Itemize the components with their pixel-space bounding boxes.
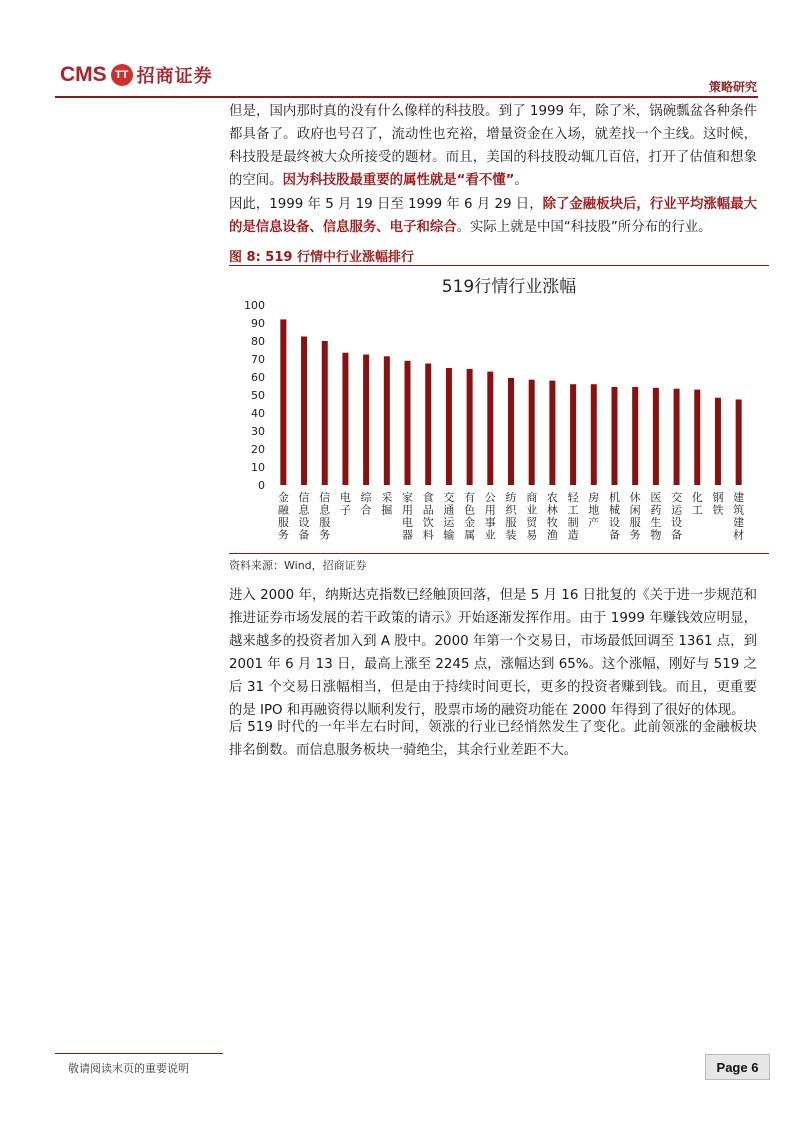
x-axis-labels [278, 490, 744, 542]
header-divider [55, 96, 758, 98]
x-tick-label: 建筑建材 [733, 491, 745, 542]
x-tick-label: 交通运输 [443, 491, 455, 542]
x-tick-label: 信息服务 [319, 491, 331, 542]
x-tick-label: 房地产 [588, 491, 600, 529]
y-tick-label: 80 [251, 335, 265, 348]
x-tick-label: 金融服务 [277, 491, 289, 542]
logo-cms-text: CMS [60, 63, 107, 86]
figure-top-rule [229, 265, 769, 266]
x-tick-label: 采掘 [381, 491, 393, 517]
y-axis [244, 299, 265, 492]
y-tick-label: 20 [251, 443, 265, 456]
y-tick-label: 40 [251, 407, 265, 420]
y-tick-label: 50 [251, 389, 265, 402]
y-tick-label: 10 [251, 461, 265, 474]
bar [363, 355, 369, 486]
x-tick-label: 公用事业 [484, 491, 496, 542]
bar [342, 353, 348, 485]
bar [611, 387, 617, 485]
bar [280, 319, 286, 485]
bar [487, 372, 493, 485]
bar [570, 384, 576, 485]
bar [529, 380, 535, 485]
x-tick-label: 钢铁 [712, 491, 724, 517]
bar-series [280, 319, 741, 485]
bar [384, 356, 390, 485]
paragraph-2 [229, 193, 757, 239]
company-logo [60, 58, 213, 92]
logo-chinese-name: 招商证券 [136, 66, 213, 87]
section-label: 策略研究 [708, 80, 757, 94]
x-tick-label: 农林牧渔 [546, 491, 558, 542]
x-tick-label: 交运设备 [671, 491, 683, 542]
paragraph-1-text: 但是，国内那时真的没有什么像样的科技股。到了 1999 年，除了米，锅碗瓢盆各种条件都具备了。政府也号召了，流动性也充裕，增量资金在入场，就差找一个主线。这时候，科技股是最终被大众所接受的题材。而且，美国的科技股动辄几百倍，打开了估值和想象的空间。 [229, 104, 757, 188]
chart-title: 519行情行业涨幅 [441, 277, 577, 297]
paragraph-2-text: 因此，1999 年 5 月 19 日至 1999 年 6 月 29 日， [229, 197, 543, 212]
x-tick-label: 有色金属 [464, 491, 476, 542]
paragraph-4: 后 519 时代的一年半左右时间，领涨的行业已经悄然发生了变化。此前领涨的金融板块排名倒数。而信息服务板块一骑绝尘，其余行业差距不大。 [229, 720, 757, 758]
paragraph-1-end: 。 [514, 173, 528, 188]
bar [446, 368, 452, 485]
y-tick-label: 90 [251, 317, 265, 330]
bar [736, 400, 742, 486]
bar [467, 369, 473, 485]
x-tick-label: 休闲服务 [629, 491, 641, 542]
bar [508, 378, 514, 485]
x-tick-label: 家用电器 [402, 491, 414, 542]
figure-source: 资料来源：Wind，招商证券 [229, 559, 367, 572]
x-tick-label: 食品饮料 [422, 491, 434, 542]
logo-emblem-icon: TT [111, 64, 133, 86]
x-tick-label: 综合 [360, 491, 372, 517]
x-tick-label: 机械设备 [608, 491, 620, 542]
x-tick-label: 电子 [339, 491, 351, 517]
footer-divider [55, 1053, 223, 1054]
bar [405, 361, 411, 485]
page-number: Page 6 [705, 1054, 770, 1080]
bar [632, 387, 638, 485]
paragraph-2-end: 。实际上就是中国“科技股”所分布的行业。 [456, 220, 712, 235]
paragraph-1-highlight: 因为科技股最重要的属性就是“看不懂” [282, 173, 515, 188]
bar [591, 384, 597, 485]
x-tick-label: 纺织服装 [505, 491, 517, 542]
x-tick-label: 信息设备 [298, 491, 310, 542]
paragraph-2-highlight: 除了金融板块后，行业平均涨幅最大的是信息设备、信息服务、电子和综合 [229, 197, 757, 235]
bar [674, 389, 680, 485]
bar [322, 341, 328, 485]
x-tick-label: 轻工制造 [567, 491, 579, 542]
y-tick-label: 30 [251, 425, 265, 438]
paragraph-1 [229, 100, 757, 192]
y-tick-label: 60 [251, 371, 265, 384]
bar [301, 337, 307, 486]
y-tick-label: 70 [251, 353, 265, 366]
x-tick-label: 化工 [691, 491, 703, 517]
bar [549, 381, 555, 485]
figure-bottom-rule [229, 553, 769, 554]
y-tick-label: 100 [244, 299, 265, 312]
y-tick-label: 0 [258, 479, 265, 492]
paragraph-3: 进入 2000 年，纳斯达克指数已经触顶回落，但是 5 月 16 日批复的《关于进一步规范和推进证券市场发展的若干政策的请示》开始逐渐发挥作用。由于 1999 年赚钱效应明显，越来越多的投资者加入到 A 股中。2000 年第一个交易日，市场最低回调至 1361 点，到 2001 年 6 月 13 日，最高上涨至 2245 点，涨幅达到 65%。这个涨幅，刚好与 519 之后 31 个交易日涨幅相当，但是由于持续时间更长，更多的投资者赚到钱。而且，更重要的是 IPO 和再融资得以顺利发行，股票市场的融资功能在 2000 年得到了很好的体现。 [229, 588, 757, 718]
x-tick-label: 商业贸易 [526, 491, 538, 542]
x-tick-label: 医药生物 [650, 491, 662, 542]
figure-title: 图 8: 519 行情中行业涨幅排行 [229, 250, 414, 265]
bar [715, 398, 721, 485]
bar [694, 390, 700, 485]
bar-chart [229, 268, 769, 552]
bar [653, 388, 659, 485]
footer-disclaimer-note: 敬请阅读末页的重要说明 [68, 1062, 189, 1075]
bar [425, 364, 431, 486]
